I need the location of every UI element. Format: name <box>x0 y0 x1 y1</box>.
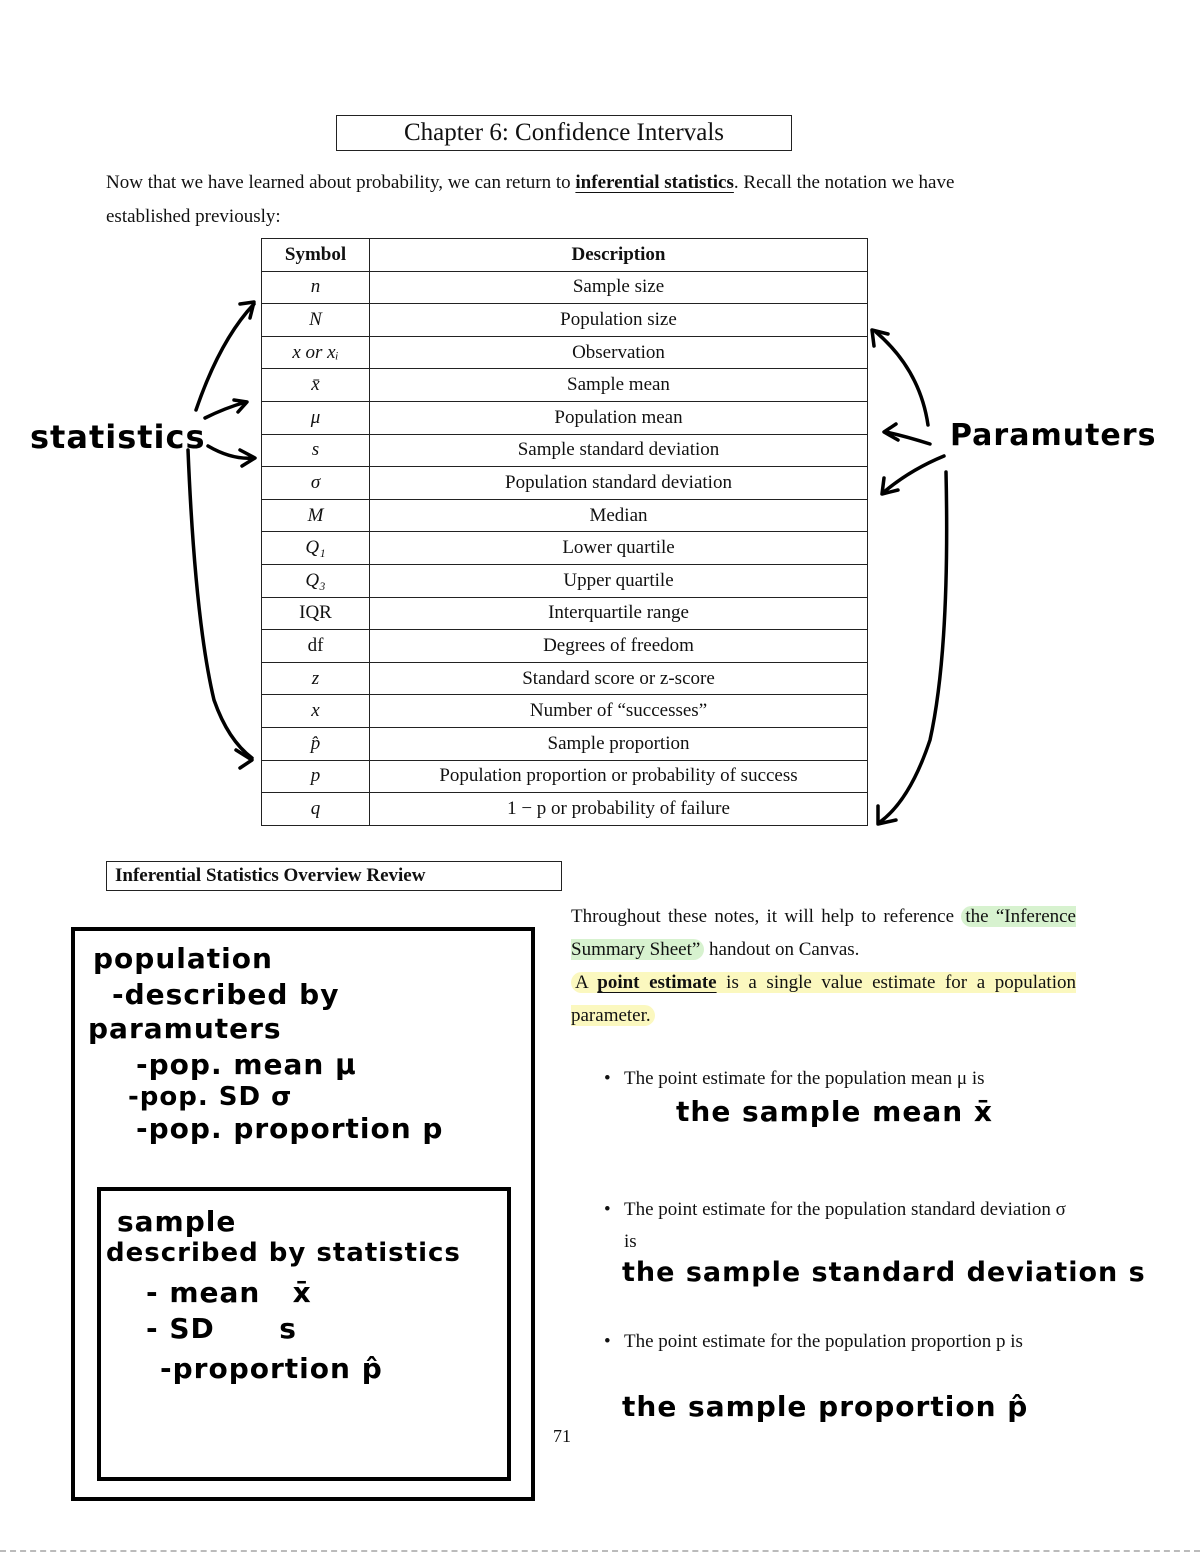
description-cell: Population proportion or probability of success <box>370 760 868 793</box>
symbol-cell: N <box>262 304 370 337</box>
symbol-cell: z <box>262 662 370 695</box>
population-line: -pop. proportion p <box>136 1112 444 1145</box>
description-cell: Lower quartile <box>370 532 868 565</box>
sample-line: described by statistics <box>106 1238 461 1268</box>
arrow-to-phat <box>188 450 252 758</box>
statistics-annotation: statistics <box>30 418 206 456</box>
bullet-dot: • <box>604 1199 611 1220</box>
symbol-cell: M <box>262 499 370 532</box>
description-cell: Population standard deviation <box>370 467 868 500</box>
symbol-cell: σ <box>262 467 370 500</box>
description-cell: Sample size <box>370 271 868 304</box>
sample-line: sample <box>117 1205 237 1238</box>
description-cell: Number of “successes” <box>370 695 868 728</box>
chapter-title: Chapter 6: Confidence Intervals <box>336 115 792 151</box>
point-estimate-highlight <box>571 972 1076 1026</box>
page-break-divider <box>0 1550 1200 1552</box>
description-header: Description <box>370 239 868 272</box>
bullet-item <box>604 1063 1076 1095</box>
description-cell: 1 − p or probability of failure <box>370 793 868 826</box>
bullet-item <box>604 1194 1076 1258</box>
bullet-text: The point estimate for the population standard deviation σ is <box>624 1199 1066 1252</box>
symbol-cell: p <box>262 760 370 793</box>
population-line: paramuters <box>88 1012 282 1045</box>
population-line: -pop. SD σ <box>128 1082 293 1112</box>
reference-text-end: handout on Canvas. <box>704 939 860 960</box>
symbol-cell: IQR <box>262 597 370 630</box>
arrow-to-N <box>876 332 928 425</box>
bullet-text: The point estimate for the population proportion p is <box>624 1331 1023 1352</box>
bullet-handwritten-answer: the sample proportion p̂ <box>622 1390 1029 1423</box>
description-cell: Degrees of freedom <box>370 630 868 663</box>
population-line: -described by <box>112 978 340 1011</box>
bullet-item <box>604 1326 1076 1358</box>
sample-line: - SD s <box>146 1312 297 1345</box>
symbol-cell: Q₁ <box>262 532 370 565</box>
description-cell: Upper quartile <box>370 564 868 597</box>
reference-highlight: the “Inference Summary Sheet” <box>571 906 1076 960</box>
arrow-to-sigma <box>884 456 944 492</box>
point-estimate-prefix: A <box>575 972 598 993</box>
bullet-handwritten-answer: the sample mean x̄ <box>676 1095 993 1128</box>
symbol-cell: df <box>262 630 370 663</box>
section-title: Inferential Statistics Overview Review <box>106 861 562 891</box>
description-cell: Standard score or z-score <box>370 662 868 695</box>
bullet-text: The point estimate for the population mean μ is <box>624 1068 985 1089</box>
intro-text-before: Now that we have learned about probability, we can return to <box>106 172 576 193</box>
sample-line: -proportion p̂ <box>160 1352 383 1385</box>
bullet-dot: • <box>604 1068 611 1089</box>
point-estimate-definition: is a single value estimate for a population parameter. <box>571 972 1076 1026</box>
population-line: population <box>93 942 273 975</box>
notes-paragraph <box>571 900 1076 1032</box>
parameters-annotation: Paramuters <box>950 418 1157 453</box>
intro-text-after: . Recall the notation we have established previously: <box>106 172 955 227</box>
symbol-cell: n <box>262 271 370 304</box>
bullet-handwritten-answer: the sample standard deviation s <box>622 1257 1146 1288</box>
symbol-cell: s <box>262 434 370 467</box>
point-estimate-term: point estimate <box>597 972 717 993</box>
bullet-dot: • <box>604 1331 611 1352</box>
description-cell: Median <box>370 499 868 532</box>
symbol-cell: x <box>262 695 370 728</box>
description-cell: Sample proportion <box>370 727 868 760</box>
description-cell: Interquartile range <box>370 597 868 630</box>
arrow-to-n <box>196 304 254 410</box>
symbol-cell: μ <box>262 401 370 434</box>
description-cell: Observation <box>370 336 868 369</box>
population-line: -pop. mean μ <box>136 1048 357 1081</box>
symbol-header: Symbol <box>262 239 370 272</box>
description-cell: Sample mean <box>370 369 868 402</box>
description-cell: Sample standard deviation <box>370 434 868 467</box>
intro-bold-term: inferential statistics <box>575 172 734 193</box>
description-cell: Population size <box>370 304 868 337</box>
symbol-cell: Q₃ <box>262 564 370 597</box>
reference-text: Throughout these notes, it will help to reference <box>571 906 955 927</box>
symbol-cell: x or xᵢ <box>262 336 370 369</box>
symbol-cell: p̂ <box>262 727 370 760</box>
sample-line: - mean x̄ <box>146 1276 312 1309</box>
page-number: 71 <box>553 1426 571 1446</box>
symbol-cell: x̄ <box>262 369 370 402</box>
symbol-cell: q <box>262 793 370 826</box>
arrow-to-q <box>880 472 947 822</box>
description-cell: Population mean <box>370 401 868 434</box>
